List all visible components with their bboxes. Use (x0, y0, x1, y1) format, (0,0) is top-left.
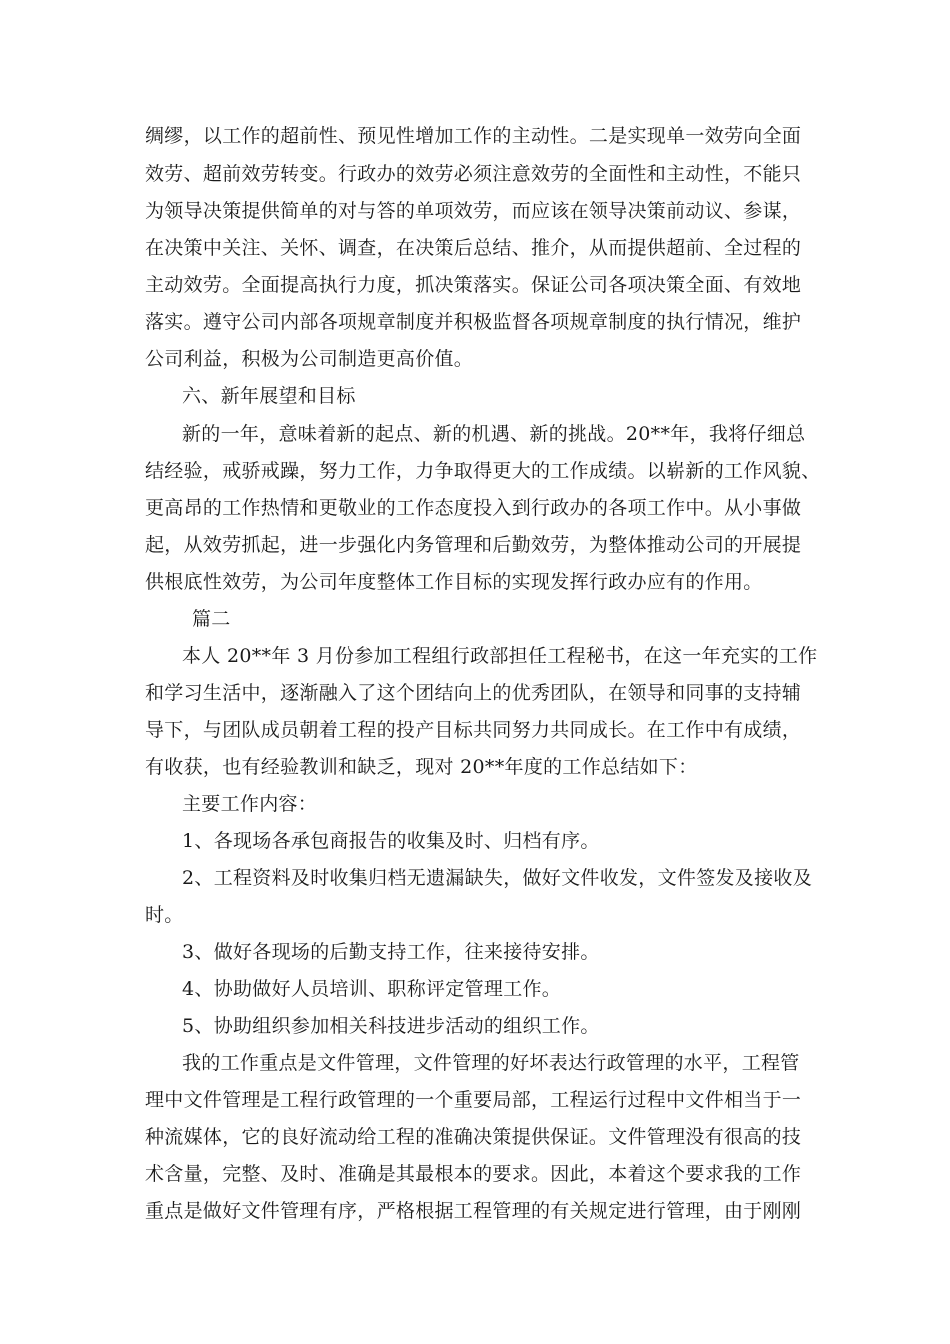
text-line: 重点是做好文件管理有序，严格根据工程管理的有关规定进行管理，由于刚刚 (145, 1200, 802, 1222)
text-line: 本人 20**年 3 月份参加工程组行政部担任工程秘书，在这一年充实的工作 (182, 645, 818, 667)
text-line: 术含量，完整、及时、准确是其最根本的要求。因此，本着这个要求我的工作 (145, 1163, 802, 1185)
text-line: 落实。遵守公司内部各项规章制度并积极监督各项规章制度的执行情况，维护 (145, 311, 802, 333)
text-line: 起，从效劳抓起，进一步强化内务管理和后勤效劳，为整体推动公司的开展提 (145, 534, 802, 556)
text-line: 在决策中关注、关怀、调查，在决策后总结、推介，从而提供超前、全过程的 (145, 237, 802, 259)
text-line: 主动效劳。全面提高执行力度，抓决策落实。保证公司各项决策全面、有效地 (145, 274, 802, 296)
text-line: 为领导决策提供简单的对与答的单项效劳，而应该在领导决策前动议、参谋， (145, 200, 802, 222)
text-line: 绸缪，以工作的超前性、预见性增加工作的主动性。二是实现单一效劳向全面 (145, 125, 802, 147)
section-heading: 篇二 (192, 608, 231, 630)
text-line: 有收获，也有经验教训和缺乏，现对 20**年度的工作总结如下： (145, 756, 698, 778)
text-line: 公司利益，积极为公司制造更高价值。 (145, 348, 474, 370)
text-line: 和学习生活中，逐渐融入了这个团结向上的优秀团队，在领导和同事的支持辅 (145, 682, 802, 704)
list-item: 3、做好各现场的后勤支持工作，往来接待安排。 (182, 941, 600, 963)
text-line: 导下，与团队成员朝着工程的投产目标共同努力共同成长。在工作中有成绩， (145, 719, 802, 741)
text-line: 效劳、超前效劳转变。行政办的效劳必须注意效劳的全面性和主动性，不能只 (145, 163, 802, 185)
text-line: 时。 (145, 904, 184, 926)
list-item: 2、工程资料及时收集归档无遗漏缺失，做好文件收发，文件签发及接收及 (182, 867, 812, 889)
text-line: 新的一年，意味着新的起点、新的机遇、新的挑战。20**年，我将仔细总 (182, 423, 806, 445)
section-heading: 六、新年展望和目标 (182, 385, 356, 407)
text-line: 更高昂的工作热情和更敬业的工作态度投入到行政办的各项工作中。从小事做 (145, 497, 802, 519)
list-item: 4、协助做好人员培训、职称评定管理工作。 (182, 978, 562, 1000)
list-item: 5、协助组织参加相关科技进步活动的组织工作。 (182, 1015, 600, 1037)
list-item: 1、各现场各承包商报告的收集及时、归档有序。 (182, 830, 600, 852)
text-line: 种流媒体，它的良好流动给工程的准确决策提供保证。文件管理没有很高的技 (145, 1126, 802, 1148)
text-line: 主要工作内容： (182, 793, 318, 815)
text-line: 结经验，戒骄戒躁，努力工作，力争取得更大的工作成绩。以崭新的工作风貌、 (145, 460, 821, 482)
text-line: 供根底性效劳，为公司年度整体工作目标的实现发挥行政办应有的作用。 (145, 571, 763, 593)
text-line: 我的工作重点是文件管理，文件管理的好坏表达行政管理的水平，工程管 (182, 1052, 800, 1074)
text-line: 理中文件管理是工程行政管理的一个重要局部，工程运行过程中文件相当于一 (145, 1089, 802, 1111)
